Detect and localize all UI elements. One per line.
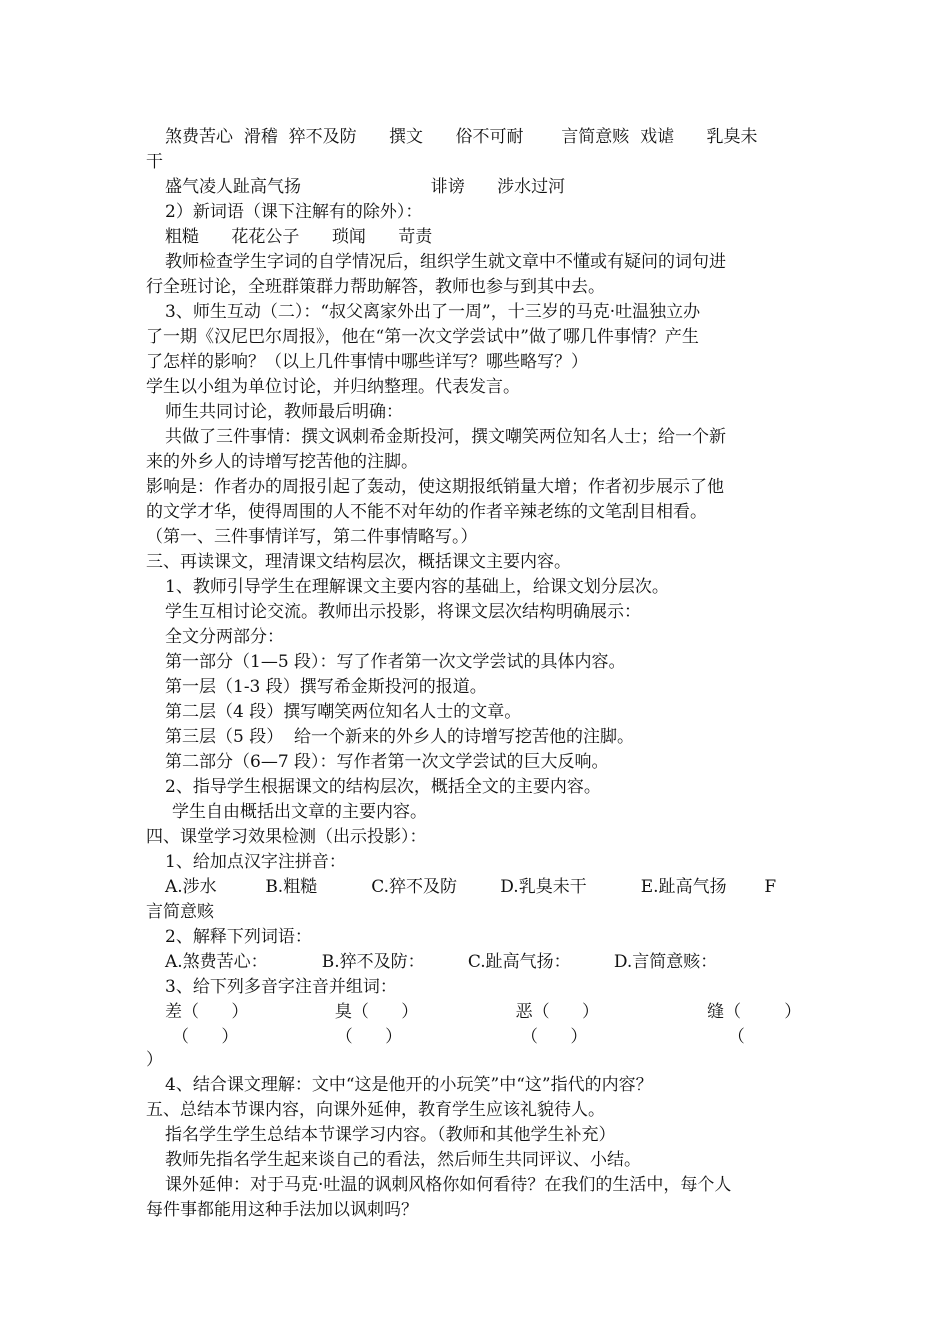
text-line: 第二层（4 段）撰写嘲笑两位知名人士的文章。 — [165, 702, 522, 722]
text-line: 言简意赅 — [146, 902, 214, 922]
section-heading: 三、再读课文，理清课文结构层次，概括课文主要内容。 — [146, 552, 571, 572]
text-line: 1、给加点汉字注拼音： — [165, 852, 346, 872]
text-line: 影响是：作者办的周报引起了轰动，使这期报纸销量大增；作者初步展示了他 — [146, 477, 724, 497]
text-line: 煞费苦心 滑稽 猝不及防 撰文 俗不可耐 言简意赅 戏谑 乳臭未 — [165, 127, 758, 147]
text-line: 差（ ） 臭（ ） 恶（ ） 缝（ ） — [165, 1002, 802, 1022]
text-line: 教师检查学生字词的自学情况后，组织学生就文章中不懂或有疑问的词句进 — [165, 252, 726, 272]
text-line: 了怎样的影响？（以上几件事情中哪些详写？哪些略写？） — [146, 352, 588, 372]
text-line: 盛气凌人趾高气扬 诽谤 涉水过河 — [165, 177, 566, 197]
section-heading: 四、课堂学习效果检测（出示投影）： — [146, 827, 427, 847]
text-line: 4、结合课文理解：文中“这是他开的小玩笑”中“这”指代的内容？ — [165, 1075, 653, 1095]
text-line: 师生共同讨论，教师最后明确： — [165, 402, 403, 422]
text-line: 2、解释下列词语： — [165, 927, 312, 947]
text-line: ） — [146, 1050, 163, 1070]
text-line: （ ） （ ） （ ） （ — [172, 1027, 745, 1047]
text-line: 3、给下列多音字注音并组词： — [165, 977, 397, 997]
text-line: A.煞费苦心： B.猝不及防： C.趾高气扬： D.言简意赅： — [165, 952, 718, 972]
text-line: 3、师生互动（二）：“叔父离家外出了一周”，十三岁的马克·吐温独立办 — [165, 302, 701, 322]
text-line: 粗糙 花花公子 琐闻 苛责 — [165, 227, 433, 247]
text-line: 学生互相讨论交流。教师出示投影，将课文层次结构明确展示： — [165, 602, 641, 622]
text-line: 学生以小组为单位讨论，并归纳整理。代表发言。 — [146, 377, 520, 397]
text-line: 来的外乡人的诗增写挖苦他的注脚。 — [146, 452, 418, 472]
text-line: 第一部分（1—5 段）：写了作者第一次文学尝试的具体内容。 — [165, 652, 626, 672]
text-line: 的文学才华，使得周围的人不能不对年幼的作者辛辣老练的文笔刮目相看。 — [146, 502, 707, 522]
text-line: 第三层（5 段） 给一个新来的外乡人的诗增写挖苦他的注脚。 — [165, 727, 635, 747]
text-line: 行全班讨论，全班群策群力帮助解答，教师也参与到其中去。 — [146, 277, 605, 297]
text-line: 教师先指名学生起来谈自己的看法，然后师生共同评议、小结。 — [165, 1150, 641, 1170]
text-line: 全文分两部分： — [165, 627, 284, 647]
section-heading: 五、总结本节课内容，向课外延伸，教育学生应该礼貌待人。 — [146, 1100, 605, 1120]
text-line: 2、指导学生根据课文的结构层次，概括全文的主要内容。 — [165, 777, 601, 797]
text-line: （第一、三件事情详写，第二件事情略写。） — [146, 527, 478, 547]
text-line: 了一期《汉尼巴尔周报》，他在“第一次文学尝试中”做了哪几件事情？产生 — [146, 327, 699, 347]
text-line: 第一层（1-3 段）撰写希金斯投河的报道。 — [165, 677, 487, 697]
text-line: 每件事都能用这种手法加以讽刺吗？ — [146, 1200, 418, 1220]
text-line: A.涉水 B.粗糙 C.猝不及防 D.乳臭未干 E.趾高气扬 F — [165, 877, 777, 897]
text-line: 指名学生学生总结本节课学习内容。（教师和其他学生补充） — [165, 1125, 616, 1145]
text-line: 1、教师引导学生在理解课文主要内容的基础上，给课文划分层次。 — [165, 577, 669, 597]
text-line: 2）新词语（课下注解有的除外）： — [165, 202, 423, 222]
text-line: 第二部分（6—7 段）：写作者第一次文学尝试的巨大反响。 — [165, 752, 609, 772]
text-line: 学生自由概括出文章的主要内容。 — [172, 802, 427, 822]
text-line: 课外延伸：对于马克·吐温的讽刺风格你如何看待？在我们的生活中，每个人 — [165, 1175, 732, 1195]
text-line: 干 — [146, 152, 163, 172]
text-line: 共做了三件事情：撰文讽刺希金斯投河，撰文嘲笑两位知名人士；给一个新 — [165, 427, 726, 447]
